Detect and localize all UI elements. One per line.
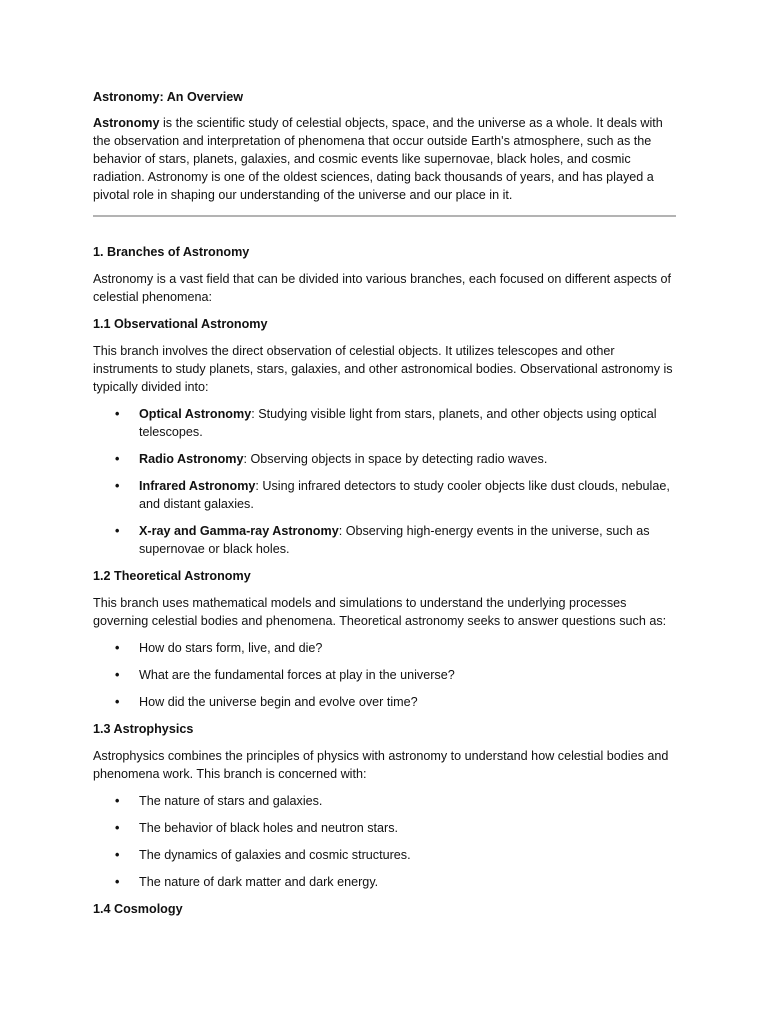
- list-item-text: : Observing high-energy events in the universe, such as supernovae or black holes.: [139, 524, 650, 556]
- list-item-text: How do stars form, live, and die?: [139, 641, 323, 655]
- astrophysics-paragraph: Astrophysics combines the principles of physics with astronomy to understand how celestial bodies and phenomena work. This branch is concerned with:: [93, 749, 669, 781]
- list-item: [93, 846, 676, 864]
- list-item: [93, 693, 676, 711]
- subheading-theoretical: 1.2 Theoretical Astronomy: [93, 569, 251, 583]
- list-item-text: The behavior of black holes and neutron stars.: [139, 821, 399, 835]
- list-item: [93, 873, 676, 891]
- bullet-icon: •: [115, 641, 120, 655]
- list-item: [93, 792, 676, 810]
- horizontal-divider: [93, 215, 676, 217]
- list-item: [93, 639, 676, 657]
- bullet-icon: •: [115, 794, 120, 808]
- bullet-icon: •: [115, 407, 120, 421]
- bullet-icon: •: [115, 695, 120, 709]
- bullet-icon: •: [115, 479, 120, 493]
- list-item: [93, 405, 676, 441]
- bullet-icon: •: [115, 821, 120, 835]
- list-item-term: Radio Astronomy: [139, 452, 244, 466]
- intro-term: Astronomy: [93, 116, 160, 130]
- subheading-astrophysics: 1.3 Astrophysics: [93, 722, 194, 736]
- list-item: [93, 666, 676, 684]
- bullet-icon: •: [115, 452, 120, 466]
- list-item-text: : Studying visible light from stars, planets, and other objects using optical telescopes.: [139, 407, 657, 439]
- list-item-text: What are the fundamental forces at play in the universe?: [139, 668, 455, 682]
- bullet-icon: •: [115, 524, 120, 538]
- subheading-observational: 1.1 Observational Astronomy: [93, 317, 268, 331]
- document-title: Astronomy: An Overview: [93, 90, 243, 104]
- list-item-text: The nature of stars and galaxies.: [139, 794, 323, 808]
- observational-paragraph: This branch involves the direct observation of celestial objects. It utilizes telescopes and other instruments to study planets, stars, galaxies, and other astronomical bodies. Observational astronomy is typically divided into:: [93, 344, 673, 394]
- theoretical-paragraph: This branch uses mathematical models and simulations to understand the underlying processes governing celestial bodies and phenomena. Theoretical astronomy seeks to answer questions such as:: [93, 596, 667, 628]
- list-item-term: X-ray and Gamma-ray Astronomy: [139, 524, 339, 538]
- list-item-text: : Observing objects in space by detecting radio waves.: [243, 452, 548, 466]
- list-item-text: The dynamics of galaxies and cosmic structures.: [139, 848, 411, 862]
- astrophysics-list: [93, 792, 676, 891]
- list-item: [93, 477, 676, 513]
- subheading-cosmology: 1.4 Cosmology: [93, 902, 183, 916]
- intro-text: is the scientific study of celestial objects, space, and the universe as a whole. It deals with the observation and interpretation of phenomena that occur outside Earth's atmosphere, such as the behavior of stars, planets, galaxies, and cosmic events like supernovae, black holes, and cosmic radiation. Astronomy is one of the oldest sciences, dating back thousands of years, and has played a pivotal role in shaping our understanding of the universe and our place in it.: [93, 116, 663, 202]
- bullet-icon: •: [115, 875, 120, 889]
- list-item: [93, 450, 676, 468]
- observational-list: [93, 405, 676, 558]
- list-item-text: How did the universe begin and evolve over time?: [139, 695, 418, 709]
- theoretical-list: [93, 639, 676, 711]
- list-item-term: Infrared Astronomy: [139, 479, 256, 493]
- list-item-term: Optical Astronomy: [139, 407, 252, 421]
- bullet-icon: •: [115, 668, 120, 682]
- intro-paragraph: [93, 114, 676, 204]
- list-item: [93, 819, 676, 837]
- section-heading-branches: 1. Branches of Astronomy: [93, 245, 250, 259]
- section-intro-paragraph: Astronomy is a vast field that can be divided into various branches, each focused on different aspects of celestial phenomena:: [93, 272, 672, 304]
- list-item-text: The nature of dark matter and dark energy.: [139, 875, 379, 889]
- list-item-text: : Using infrared detectors to study cooler objects like dust clouds, nebulae, and distant galaxies.: [139, 479, 670, 511]
- bullet-icon: •: [115, 848, 120, 862]
- list-item: [93, 522, 676, 558]
